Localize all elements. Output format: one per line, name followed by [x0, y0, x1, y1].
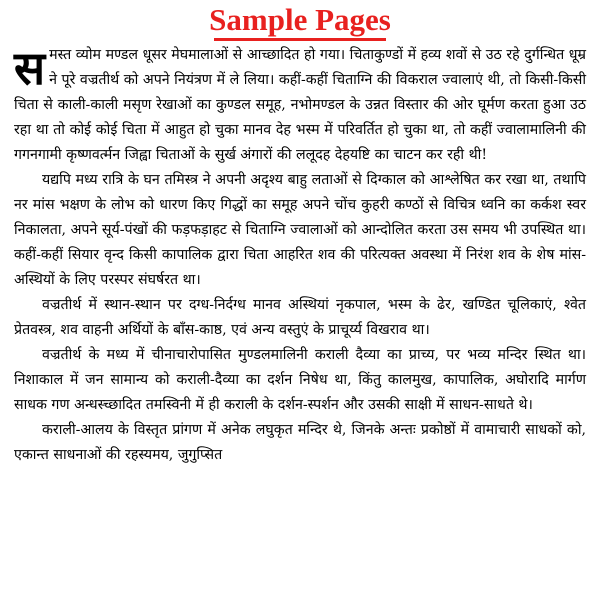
paragraph-2: यद्यपि मध्य रात्रि के घन तमिस्त्र ने अपनी अदृश्य बाहु लताओं से दिग्काल को आश्लेषित कर रखा था, तथापि नर मांस भक्षण के लोभ को धारण किए गिद्धों का समूह अपने चोंच कुहरी कण्ठों से विचित्र ध्वनि का कर्कश स्वर निकालता, अपने सूर्य-पंखों की फड़फड़ाहट से चिताग्नि ज्वालाओं को आन्दोलित करता उस समय भी उपस्थित था। कहीं-कहीं सियार वृन्द किसी कापालिक द्वारा चिता आहरित शव की परित्यक्त अवस्था में निरंश शव के शेष मांस-अस्थियों के लिए परस्पर संघर्षरत था। — [14, 172, 586, 288]
paragraph-3: वज्रतीर्थ में स्थान-स्थान पर दग्ध-निर्दग्ध मानव अस्थियां नृकपाल, भस्म के ढेर, खण्डित चूलिकाएं, श्वेत प्रेतवस्त्र, शव वाहनी अर्थियों के बाँस-काष्ठ, एवं अन्य वस्तुएं के प्राचूर्य्य विखराव था। — [14, 297, 586, 338]
title-underline — [214, 38, 386, 41]
document-body — [0, 43, 600, 468]
paragraph-1 — [14, 43, 586, 168]
page-title: Sample Pages — [209, 2, 391, 37]
paragraph-4: वज्रतीर्थ के मध्य में चीनाचारोपासित मुण्डलमालिनी कराली दैव्या का प्राच्य, पर भव्य मन्दिर स्थित था। निशाकाल में जन सामान्य को कराली-दैव्या का दर्शन निषेध था, किंतु कालमुख, कापालिक, अघोरादि मार्गण साधक गण अन्धस्च्छादित तमस्विनी में ही कराली के दर्शन-स्पर्शन और उसकी साक्षी में साधन-साधते थे। — [14, 347, 586, 413]
drop-cap: स — [14, 41, 46, 95]
paragraph-5: कराली-आलय के विस्तृत प्रांगण में अनेक लघुकृत मन्दिर थे, जिनके अन्तः प्रकोष्ठों में वामाचारी साधकों को, एकान्त साधनाओं की रहस्यमय, जुगुप्सित — [14, 422, 586, 463]
paragraph-1-text: मस्त व्योम मण्डल धूसर मेघमालाओं से आच्छादित हो गया। चिताकुण्डों में हव्य शवों से उठ रहे दुर्गन्धित धूम्र ने पूरे वज्रतीर्थ को अपने नियंत्रण में ले लिया। कहीं-कहीं चिताग्नि की विकराल ज्वालाएं थी, तो किसी-किसी चिता से काली-काली मसृण रेखाओं का कुण्डल समूह, नभोमण्डल के उन्नत विस्तार की ओर घूर्मण करता हुआ उठ रहा था तो कोई कोई चिता में आहुत हो चुका मानव देह भस्म में परिवर्तित हो चुका था, तो कहीं ज्वालामालिनी की गगनगामी कृष्णवर्त्मन जिह्वा चिताओं के सुर्ख अंगारों की ललूदह देहयष्टि का चाटन कर रही थी! — [14, 47, 586, 163]
